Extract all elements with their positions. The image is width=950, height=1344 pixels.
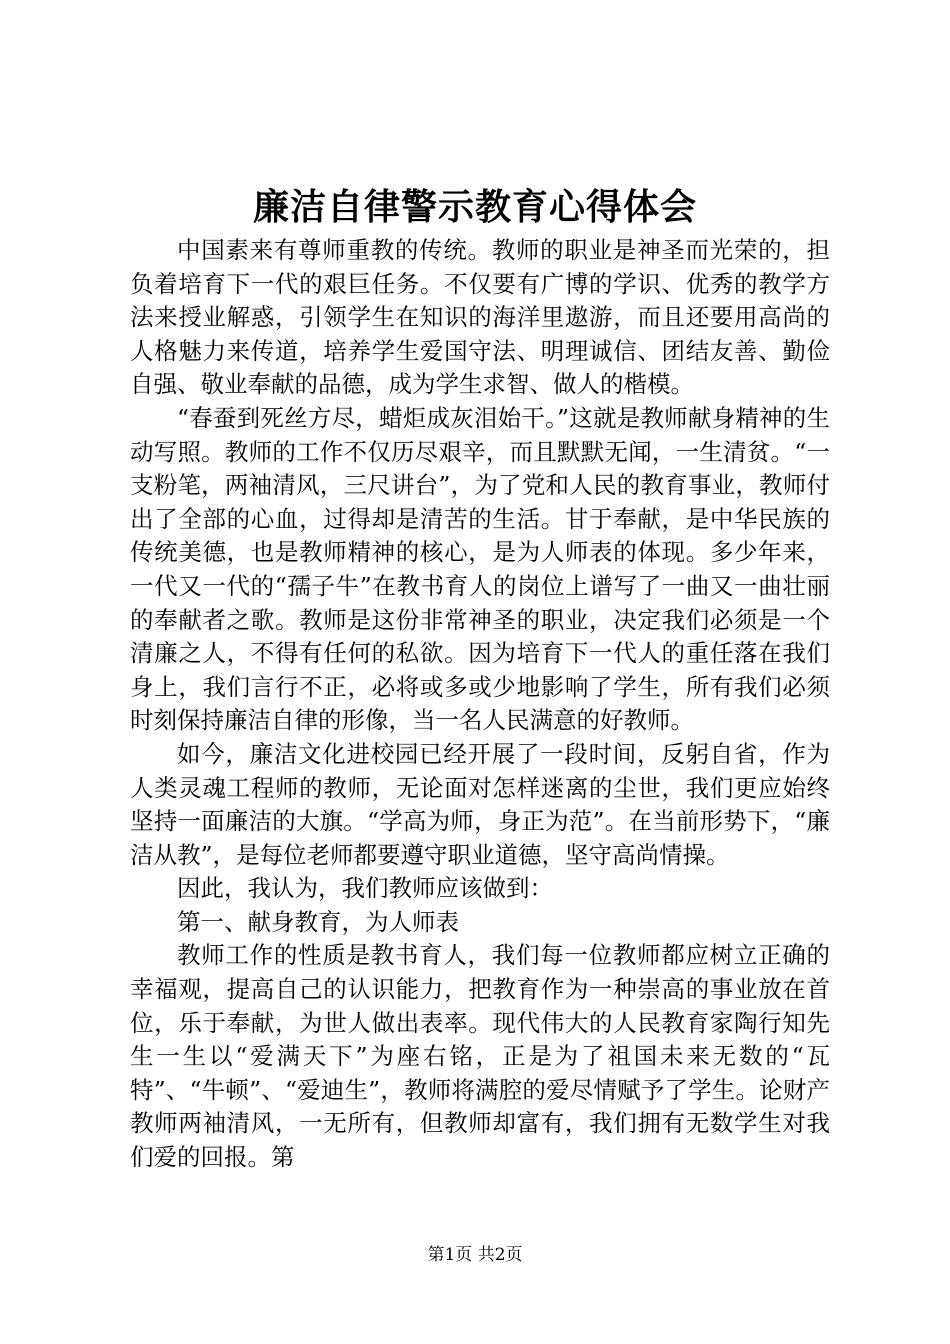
paragraph-2: “春蚕到死丝方尽，蜡炬成灰泪始干。”这就是教师献身精神的生动写照。教师的工作不仅历尽艰辛，而且默默无闻，一生清贫。“一支粉笔，两袖清风，三尺讲台”，为了党和人民的教育事业，教师付出了全部的心血，过得却是清苦的生活。甘于奉献，是中华民族的传统美德，也是教师精神的核心，是为人师表的体现。多少年来，一代又一代的“孺子牛”在教书育人的岗位上谱写了一曲又一曲壮丽的奉献者之歌。教师是这份非常神圣的职业，决定我们必须是一个清廉之人，不得有任何的私欲。因为培育下一代人的重任落在我们身上，我们言行不正，必将或多或少地影响了学生，所有我们必须时刻保持廉洁自律的形像，当一名人民满意的好教师。 (130, 403, 830, 735)
paragraph-1: 中国素来有尊师重教的传统。教师的职业是神圣而光荣的，担负着培育下一代的艰巨任务。不仅要有广博的学识、优秀的教学方法来授业解惑，引领学生在知识的海洋里遨游，而且还要用高尚的人格魅力来传道，培养学生爱国守法、明理诚信、团结友善、勤俭自强、敬业奉献的品德，成为学生求智、做人的楷模。 (130, 236, 830, 399)
paragraph-4: 因此，我认为，我们教师应该做到： (177, 874, 553, 903)
page-footer: 第1页 共2页 (427, 1245, 523, 1265)
paragraph-3: 如今，廉洁文化进校园已经开展了一段时间，反躬自省，作为人类灵魂工程师的教师，无论面对怎样迷离的尘世，我们更应始终坚持一面廉洁的大旗。“学高为师，身正为范”。在当前形势下，“廉洁从教”，是每位老师都要遵守职业道德，坚守高尚情操。 (130, 739, 830, 869)
section-heading-1: 第一、献身教育，为人师表 (177, 907, 459, 936)
document-body (130, 234, 830, 1175)
document-title: 廉洁自律警示教育心得体会 (252, 186, 697, 228)
paragraph-5: 教师工作的性质是教书育人，我们每一位教师都应树立正确的幸福观，提高自己的认识能力，把教育作为一种崇高的事业放在首位，乐于奉献，为世人做出表率。现代伟大的人民教育家陶行知先生一生以“爱满天下”为座右铭，正是为了祖国未来无数的“瓦特”、“牛顿”、“爱迪生”，教师将满腔的爱尽情赋予了学生。论财产教师两袖清风，一无所有，但教师却富有，我们拥有无数学生对我们爱的回报。第 (130, 941, 830, 1172)
